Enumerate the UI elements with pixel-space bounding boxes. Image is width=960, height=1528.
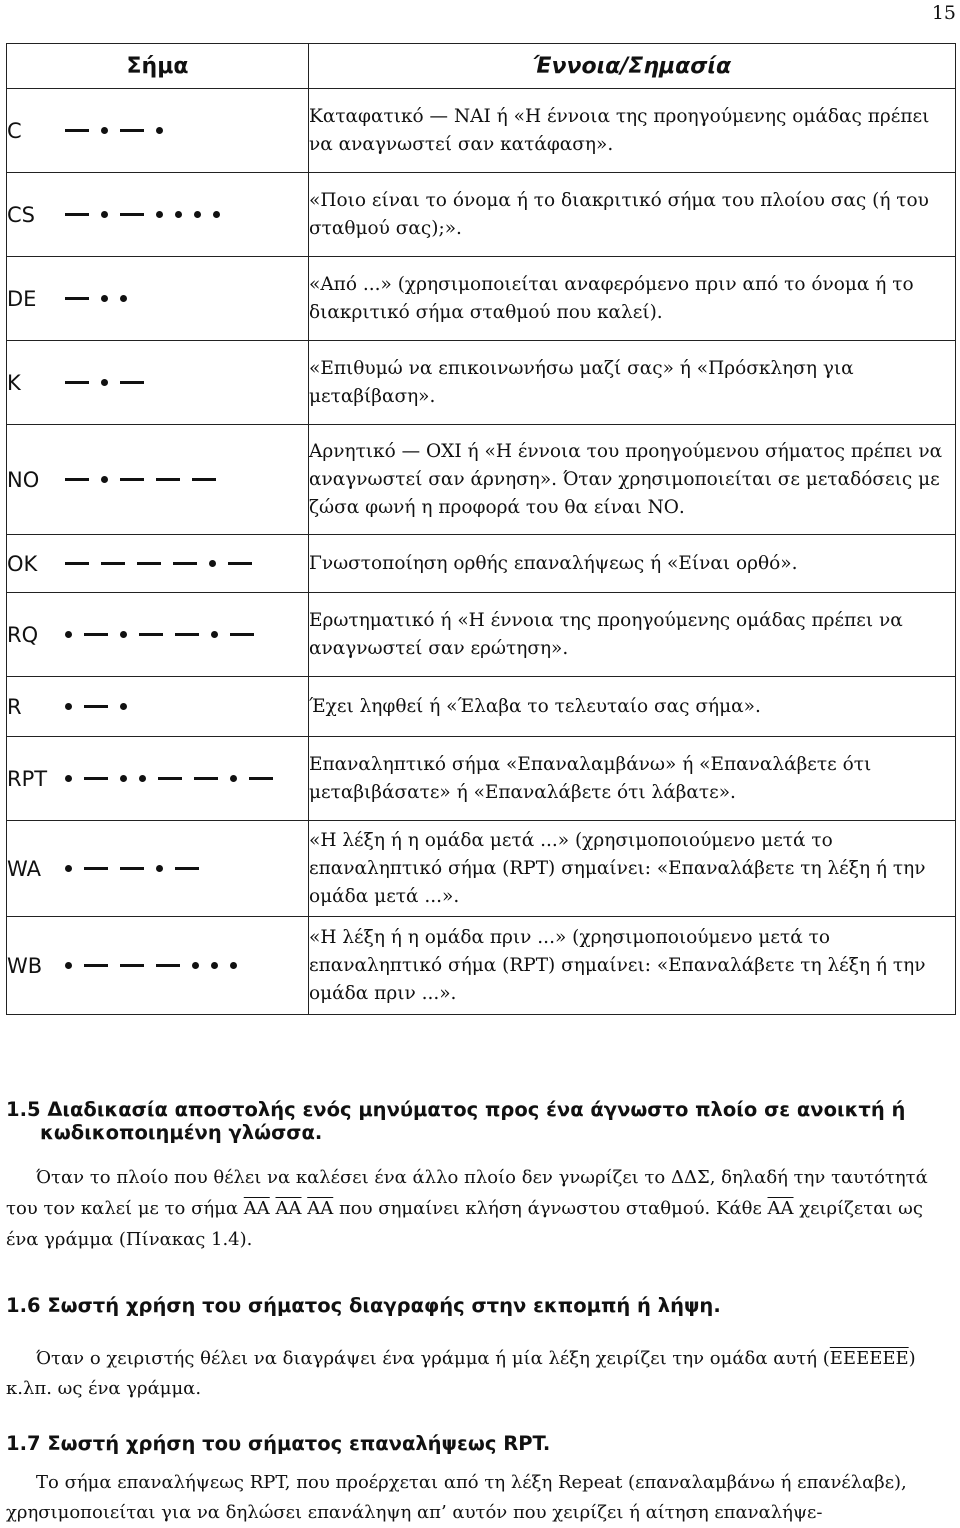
signal-cell [7,425,309,535]
morse-dash [65,297,89,300]
header-signal: Σήμα [7,44,309,89]
morse-dot [65,775,72,782]
signal-cell [7,821,309,917]
signal-code: C [7,118,22,143]
morse-dash [120,964,144,967]
meaning-cell [309,173,956,257]
morse-dot [101,127,108,134]
morse-code [65,211,232,218]
section-1-5-heading-line2: κωδικοποιημένη γλώσσα. [40,1121,323,1144]
morse-dot [139,775,146,782]
morse-dot [120,295,127,302]
signal-code: CS [7,202,35,227]
section-1-6-text [6,1344,956,1404]
morse-dot [211,631,218,638]
morse-dash [156,478,180,481]
morse-dot [156,865,163,872]
signal-meaning: Γνωστοποίηση ορθής επαναλήψεως ή «Είναι ορθό». [309,552,798,574]
signal-meaning: «Ποιο είναι το όνομα ή το διακριτικό σήμα του πλοίου σας (ή του σταθμού σας);». [309,189,929,239]
morse-dot [120,775,127,782]
signal-code: WA [7,856,41,881]
morse-code [65,476,228,483]
morse-dash [139,633,163,636]
morse-dot [156,211,163,218]
morse-dash [84,633,108,636]
table-row [7,173,956,257]
morse-dot [101,379,108,386]
morse-dot [230,962,237,969]
signal-code: RPT [7,766,48,791]
morse-dash [101,562,125,565]
morse-dot [194,211,201,218]
erase-signal: EEEEEE [829,1348,909,1369]
signal-meaning: Ερωτηματικό ή «Η έννοια της προηγούμενης ομάδας πρέπει να αναγνωστεί σαν ερώτηση». [309,609,903,659]
signal-meaning: «Η λέξη ή η ομάδα πριν ...» (χρησιμοποιούμενο μετά το επαναληπτικό σήμα (RPT) σημαίνει: «Επαναλάβετε τη λέξη ή την ομάδα πριν ...». [309,926,926,1004]
signal-code: OK [7,551,38,576]
morse-dot [101,295,108,302]
morse-dash [120,867,144,870]
morse-dash [120,129,144,132]
section-1-5-text-c: χειρίζεται ως ένα γράμμα (Πίνακας 1.4). [6,1198,923,1250]
morse-dot [101,211,108,218]
page-number: 15 [931,2,956,24]
table-row [7,535,956,593]
table-row [7,821,956,917]
morse-dash [194,777,218,780]
morse-dot [120,703,127,710]
signal-meaning: «Επιθυμώ να επικοινωνήσω μαζί σας» ή «Πρόσκληση για μεταβίβαση». [309,357,854,407]
morse-dash [120,213,144,216]
morse-dot [65,962,72,969]
morse-dash [65,562,89,565]
morse-dot [65,631,72,638]
morse-dash [65,381,89,384]
morse-dash [84,705,108,708]
signal-code: K [7,370,21,395]
meaning-cell [309,257,956,341]
section-1-7-text: Το σήμα επαναλήψεως RPT, που προέρχεται από τη λέξη Repeat (επαναλαμβάνω ή επανέλαβε), χρησιμοποιείται για να δηλώσει επανάληψη απ’ αυτόν που χειρίζει ή αίτηση επαναλήψε- [6,1472,907,1523]
morse-code [65,631,266,638]
morse-dash [173,562,197,565]
meaning-cell [309,917,956,1015]
morse-dash [192,478,216,481]
morse-dash [228,562,252,565]
morse-code [65,775,285,782]
morse-dash [230,633,254,636]
morse-code [65,379,156,386]
signal-cell [7,677,309,737]
signal-meaning: Επαναληπτικό σήμα «Επαναλαμβάνω» ή «Επαναλάβετε ότι μεταβιβάσατε» ή «Επαναλάβετε ότι λάβατε». [309,753,872,803]
section-1-5-text-a: Όταν το πλοίο που θέλει να καλέσει ένα άλλο πλοίο δεν γνωρίζει το ΔΔΣ, δηλαδή την ταυτότητά του τον καλεί με το σήμα [6,1167,928,1219]
morse-dash [84,867,108,870]
morse-dash [175,633,199,636]
table-row [7,425,956,535]
morse-dot [209,560,216,567]
morse-dash [84,964,108,967]
morse-dot [211,962,218,969]
meaning-cell [309,677,956,737]
morse-code [65,295,139,302]
section-1-5-text-b: που σημαίνει κλήση άγνωστου σταθμού. Κάθε [338,1198,762,1219]
morse-dot [101,476,108,483]
aa-signal-2: $\overline{AA}$ [275,1198,302,1219]
signal-cell [7,341,309,425]
morse-dot [175,211,182,218]
morse-dot [120,631,127,638]
signal-cell [7,737,309,821]
morse-code [65,962,249,969]
signal-code: WB [7,953,43,978]
signal-code: DE [7,286,37,311]
morse-dash [156,964,180,967]
morse-dash [158,777,182,780]
morse-dash [249,777,273,780]
morse-code [65,865,211,872]
table-row [7,593,956,677]
morse-dash [65,478,89,481]
signal-cell [7,89,309,173]
section-1-5-text [6,1162,956,1255]
table-row [7,89,956,173]
signal-meaning: Αρνητικό — ΟΧΙ ή «Η έννοια του προηγούμενου σήματος πρέπει να αναγνωστεί σαν άρνηση». Όταν χρησιμοποιείται σε μεταδόσεις με ζώσα φωνή η προφορά του θα είναι ΝΟ. [309,440,943,518]
table-row [7,341,956,425]
section-1-6-heading: 1.6 Σωστή χρήση του σήματος διαγραφής στην εκπομπή ή λήψη. [6,1294,721,1317]
morse-code [65,703,139,710]
morse-dot [213,211,220,218]
signal-meaning: «Η λέξη ή η ομάδα μετά ...» (χρησιμοποιούμενο μετά το επαναληπτικό σήμα (RPT) σημαίνει: «Επαναλάβετε τη λέξη ή την ομάδα μετά ...». [309,829,926,907]
meaning-cell [309,89,956,173]
morse-dash [137,562,161,565]
meaning-cell [309,425,956,535]
aa-signal-4: $\overline{AA}$ [767,1198,794,1219]
meaning-cell [309,341,956,425]
morse-dot [192,962,199,969]
morse-dash [65,213,89,216]
section-1-5-heading-line1: 1.5 Διαδικασία αποστολής ενός μηνύματος προς ένα άγνωστο πλοίο σε ανοικτή ή [6,1098,906,1121]
table-row [7,917,956,1015]
signal-meaning: «Από ...» (χρησιμοποιείται αναφερόμενο πριν από το όνομα ή το διακριτικό σήμα σταθμού που καλεί). [309,273,914,323]
table-row [7,737,956,821]
morse-code [65,127,175,134]
morse-dash [120,381,144,384]
signal-cell [7,173,309,257]
table-row [7,257,956,341]
signal-code: RQ [7,622,39,647]
aa-signal-1: $\overline{AA}$ [243,1198,270,1219]
signal-meaning: Καταφατικό — ΝΑΙ ή «Η έννοια της προηγούμενης ομάδας πρέπει να αναγνωστεί σαν κατάφαση». [309,105,930,155]
morse-dot [230,775,237,782]
meaning-cell [309,821,956,917]
morse-dash [120,478,144,481]
section-1-5-heading [6,1098,905,1144]
morse-dash [84,777,108,780]
meaning-cell [309,593,956,677]
table-header-row [7,44,956,89]
section-1-6-text-a: Όταν ο χειριστής θέλει να διαγράψει ένα γράμμα ή μία λέξη χειρίζει την ομάδα αυτή ( [36,1348,830,1369]
meaning-cell [309,737,956,821]
morse-dash [65,129,89,132]
meaning-cell [309,535,956,593]
morse-dot [65,865,72,872]
morse-dash [175,867,199,870]
header-meaning: Έννοια/Σημασία [309,44,956,89]
section-1-6-text-b: ) κ.λπ. ως ένα γράμμα. [6,1348,916,1399]
signal-cell [7,535,309,593]
signal-cell [7,593,309,677]
signal-meaning: Έχει ληφθεί ή «Έλαβα το τελευταίο σας σήμα». [309,695,761,717]
table-row [7,677,956,737]
signal-code: R [7,694,22,719]
signal-cell [7,257,309,341]
signal-code: NO [7,467,40,492]
aa-signal-3: $\overline{AA}$ [307,1198,334,1219]
section-1-7-heading: 1.7 Σωστή χρήση του σήματος επαναλήψεως RPT. [6,1432,551,1455]
morse-dot [156,127,163,134]
morse-code [65,560,264,567]
signal-cell [7,917,309,1015]
signals-table [6,43,956,1015]
morse-dot [65,703,72,710]
